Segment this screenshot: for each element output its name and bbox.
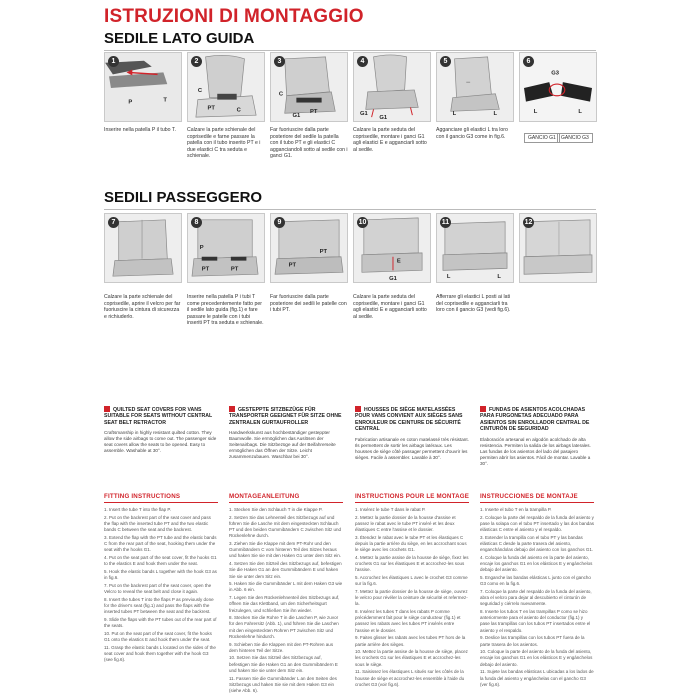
instructions-es [480, 493, 594, 689]
step-number: 2 [191, 56, 202, 67]
instruction-item: 7. Legen Sie den Rückenlehnenteil des Sitzbezugs auf, öffnen Sie das Klettband, um den Sicherheitsgurt freizulegen, und schließen Sie ihn wieder. [229, 595, 340, 613]
svg-text:G1: G1 [379, 115, 388, 121]
product-title: GESTEPPTE SITZBEZÜGE FÜR TRANSPORTER GEEIGNET FÜR SITZE OHNE ZENTRALEN GURTAUFROLLER [229, 407, 342, 426]
step-number: 10 [358, 219, 367, 226]
instruction-item: 11. Fassen Sie die Gummibänder L an den Seiten des Sitzbezugs und haken Sie sie mit dem Haken G3 ein (siehe Abb. 6). [229, 675, 337, 693]
step-7-illustration [104, 213, 182, 283]
step-6-illustration [519, 52, 597, 122]
svg-text:L: L [446, 274, 451, 281]
instruction-item: 10. Mettez la partie assise de la housse de siège, placez les crochets G1 sur les élastiques E et accrochez-les sous le siège. [355, 649, 468, 667]
instruction-item: 5. Accrochez les élastiques L avec le crochet G3 comme sur la fig.6. [355, 575, 468, 587]
step-4-illustration [353, 52, 431, 122]
step-7-caption: Calzare la parte schienale del coprisedile, aprire il velcro per far fuoriuscire la cintura di sicurezza e richiuderlo. [104, 294, 181, 320]
instructions-heading: INSTRUCTIONS POUR LE MONTAGE [355, 493, 470, 500]
instruction-item: 9. Deslice las trampillas con los tubos PT fuera de la parte trasera de los asientos. [480, 635, 585, 647]
flag-bullet-icon [104, 406, 110, 412]
svg-text:E: E [396, 258, 401, 265]
product-de [229, 406, 343, 460]
divider [355, 502, 469, 503]
product-body: Fabrication artisanale en coton matelassé très résistant. Ils permettent de sortir les airbags latéraux. Les housses de siège côté passager permettent d'ouvrir les sièges. Facile à assembler. Lavable à 30°. [355, 436, 469, 460]
instruction-item: 3. Ziehen Sie die Klappe mit dem PT-Rohr und den Gummibändern C vom hinteren Teil des Sitzes heraus und haken Sie sie mit den Haken G1 unter dem Sitz ein. [229, 541, 342, 559]
product-title: FUNDAS DE ASIENTOS ACOLCHADAS PARA FURGONETAS ADECUADO PARA ASIENTOS SIN ENROLLADOR CENTRAL DE CINTURÓN DE SEGURIDAD [480, 407, 590, 433]
svg-text:G1: G1 [389, 276, 397, 282]
step-9-illustration [270, 213, 348, 283]
step-8-caption: Inserire nella patella P i tubi T come precedentemente fatto per il sedile lato guida (fig.1) e fare passare le patelle con i tubi inseriti PT tra seduta e schienale. [187, 294, 264, 327]
step-10-illustration [353, 213, 431, 283]
hook-g3-label: GANCIO G3 [557, 133, 593, 143]
instruction-item: 1. Insérez le tube T dans le rabat P. [355, 507, 426, 512]
svg-text:PT: PT [309, 109, 318, 116]
product-body: Elaboración artesanal en algodón acolchado de alta resistencia. Permiten la salida de los airbags laterales. Las fundas de los asientos del lado del pasajero permiten abrir los asientos. Fácil de montar. Lavable a 30°. [480, 436, 591, 466]
instruction-item: 3. Extender la trampilla con el tubo PT y las bandas elásticas C desde la parte trasera del asiento, enganchándolas debajo del asiento con los ganchos G1. [480, 534, 594, 553]
instruction-item: 10. Coloque la parte del asiento de la funda del asiento, encaje los ganchos G1 en los elásticos E y engánchelos debajo del asiento. [480, 649, 593, 667]
svg-text:P: P [199, 244, 204, 251]
instruction-item: 7. Coloque la parte del respaldo de la funda del asiento, abra el velcro para dejar al descubierto el cinturón de seguridad y ciérrelo nuevamente. [480, 588, 592, 607]
instruction-item: 1. Stecken Sie den Schlauch T in die Klappe P. [229, 507, 323, 512]
instruction-item: 8. Insert the tubes T into the flaps P as previously done for the driver's seat (fig.1) and pass the flaps with the inserted tubes PT between the seat and the backrest. [104, 596, 214, 615]
instruction-item: 2. Mettez la partie dossier de la housse d'assise et passez le rabat avec le tube PT inséré et les deux élastiques C entre l'assise et le dossier. [355, 514, 456, 533]
section-title-passenger: SEDILI PASSEGGERO [104, 189, 263, 206]
svg-text:PT: PT [201, 266, 210, 273]
flag-bullet-icon [355, 406, 361, 412]
label-t: T [163, 97, 167, 104]
step-8-illustration [187, 213, 265, 283]
step-number: 1 [108, 56, 119, 67]
instruction-item: 2. Setzen Sie das Lehnenteil des Sitzbezugs auf und führen Sie die Lasche mit dem eingesteckten Schlauch PT und den beiden Gummibändern C zwischen Sitz und Rückenlehne durch. [229, 514, 341, 539]
step-11-caption: Afferrare gli elastici L posti ai lati del coprisedile e agganciarli tra loro con il gancio G3 (vedi fig.6). [436, 294, 511, 314]
svg-text:G3: G3 [551, 70, 559, 77]
instructions-fr [355, 493, 469, 689]
svg-text:C: C [197, 87, 203, 94]
step-12-illustration [519, 213, 597, 283]
step-number: 8 [191, 217, 202, 228]
label-p: P [128, 99, 133, 106]
divider [480, 502, 594, 503]
instruction-item: 11. Grasp the elastic bands L located on the sides of the seat cover and hook them together with the hook G3 (see fig.6). [104, 644, 216, 662]
divider [104, 502, 218, 503]
svg-text:C: C [236, 107, 241, 114]
product-title: QUILTED SEAT COVERS FOR VANS SUITABLE FOR SEATS WITHOUT CENTRAL SEAT BELT RETRACTOR [104, 407, 213, 426]
instruction-item: 7. Put on the backrest part of the seat cover, open the Velcro to reveal the seat belt and close it again. [104, 582, 212, 594]
instruction-item: 3. Étendez le rabat avec le tube PT et les élastiques C depuis la partie arrière du siège, en les accrochant sous le siège avec les crochets G1. [355, 534, 467, 553]
instruction-item: 2. Coloque la parte del respaldo de la funda del asiento y pase la solapa con el tubo PT insertado y las dos bandas elásticas C entre el asiento y el respaldo. [480, 514, 594, 533]
svg-text:L: L [452, 111, 457, 118]
product-title: HOUSSES DE SIÈGE MATELASSÉES POUR VANS CONVIENT AUX SIÈGES SANS ENROULEUR DE CEINTURE DE SÉCURITÉ CENTRAL [355, 407, 463, 433]
flag-bullet-icon [480, 406, 486, 412]
step-4-caption: Calzare la parte seduta del coprisedile, montare i ganci G1 agli elastici E e agganciarli sotto al sedile. [353, 127, 427, 153]
step-number: 6 [523, 56, 534, 67]
instruction-item: 2. Put on the backrest part of the seat cover and pass the flap with the inserted tube PT and the two elastic bands C between the seat and the backrest. [104, 514, 211, 533]
step-11-illustration [436, 213, 514, 283]
instructions-list [480, 507, 594, 688]
svg-text:L: L [493, 111, 498, 118]
svg-text:G1: G1 [359, 111, 368, 118]
step-3-caption: Far fuoriuscire dalla parte posteriore del sedile la patella con il tubo PT e gli elastici C agganciandoli sotto al sedile con i ganci G1. [270, 127, 348, 160]
instruction-item: 5. Haken Sie die Gummibänder L mit dem Haken G3 wie in Abb. 6 ein. [229, 581, 343, 593]
svg-text:C: C [278, 91, 284, 98]
instruction-item: 11. Sujete las bandas elásticas L ubicadas a los lados de la funda del asiento y engánchelas con el gancho G3 (ver fig.6). [480, 669, 594, 687]
instruction-item: 4. Mettez la partie assise de la housse de siège, fixez les crochets G1 sur les élastiques E et accrochez-les sous l'assise. [355, 554, 469, 573]
svg-text:PT: PT [207, 105, 215, 112]
page-title: ISTRUZIONI DI MONTAGGIO [104, 6, 364, 27]
step-number: 3 [274, 56, 285, 67]
product-body: Craftsmanship in highly resistant quilted cotton. They allow the side airbags to come out. The passenger side seat covers allow the seats to be opened. Easy to assemble. Washable at 30°. [104, 430, 217, 454]
step-9-caption: Far fuoriuscire dalla parte posteriore dei sedili le patelle con i tubi PT. [270, 294, 347, 314]
instruction-item: 1. Insert the tube T into the flap P. [104, 507, 172, 512]
instruction-item: 5. Enganche las bandas elásticas L junto con el gancho G3 como en la fig.6. [480, 575, 591, 587]
instructions-list [229, 507, 343, 694]
step-1-caption: Inserire nella patella P il tubo T. [104, 127, 176, 133]
step-1-illustration [104, 52, 182, 122]
step-5-caption: Agganciare gli elastici L tra loro con il gancio G3 come in fig.6. [436, 127, 508, 140]
instructions-heading: INSTRUCCIONES DE MONTAJE [480, 493, 578, 500]
instruction-item: 11. Saisissez les élastiques L situés sur les côtés de la housse de siège et accrochez-les ensemble à l'aide du crochet G3 (voir fig.6). [355, 669, 465, 687]
step-2-illustration [187, 52, 265, 122]
svg-text:L: L [497, 274, 501, 281]
instruction-item: 7. Mettez la partie dossier de la housse de siège, ouvrez le velcro pour révéler la ceinture de sécurité et refermez-la. [355, 588, 468, 607]
instruction-item: 8. Insérez les tubes T dans les rabats P comme précédemment fait pour le siège conducteur (fig.1) et passez les rabats avec les tubes PT insérés entre l'assise et le dossier. [355, 609, 461, 633]
step-5-illustration [436, 52, 514, 122]
step-number: 7 [108, 217, 119, 228]
step-number: 11 [441, 219, 450, 226]
flag-bullet-icon [229, 406, 235, 412]
svg-text:PT: PT [319, 248, 328, 255]
instruction-item: 9. Slide the flaps with the PT tubes out of the rear part of the seats. [104, 616, 217, 628]
svg-text:G1: G1 [292, 113, 301, 120]
instruction-item: 4. Put on the seat part of the seat cover, fit the hooks G1 to the elastics E and hook them under the seat. [104, 554, 217, 567]
hook-g1-label: GANCIO G1 [524, 133, 560, 143]
instruction-item: 8. Inserte los tubos T en las trampillas P como se hizo anteriormente para el asiento del conductor (fig.1) y pase las trampillas con los tubos PT insertados entre el asiento y el respaldo. [480, 609, 591, 633]
product-es [480, 406, 594, 467]
instruction-item: 1. Inserte el tubo T en la trampilla P. [480, 507, 552, 512]
svg-text:PT: PT [288, 262, 297, 269]
instructions-heading: FITTING INSTRUCTIONS [104, 493, 181, 500]
product-body: Handwerkskunst aus hochbeständiger gesteppter Baumwolle. Sie ermöglichen das Auslösen der Seitenairbags. Die Sitzbezüge auf der Beifahrerseite ermöglichen das Öffnen der Sitze. Leicht zusammenzubauen. Waschbar bei 30°. [229, 430, 336, 460]
svg-text:L: L [533, 109, 538, 116]
instructions-list [104, 507, 218, 663]
instructions-en [104, 493, 218, 665]
instructions-list [355, 507, 469, 688]
instruction-item: 8. Stecken Sie die Rohre T in die Laschen P, wie zuvor für den Fahrersitz (Abb. 1), und führen Sie die Laschen mit den eingesteckten Rohren PT zwischen Sitz und Rückenlehne hindurch. [229, 615, 339, 639]
instruction-item: 5. Hook the elastic bands L together with the hook G3 as in fig.6. [104, 568, 217, 581]
step-2-caption: Calzare la parte schienale del coprisedile e farne passare la patella con il tubo inserito PT e i due elastici C tra seduta e schienale. [187, 127, 261, 160]
divider [229, 502, 343, 503]
section-title-driver: SEDILE LATO GUIDA [104, 30, 255, 47]
step-number: 4 [357, 56, 368, 67]
product-en [104, 406, 218, 454]
instruction-item: 4. Coloque la funda del asiento en la parte del asiento, encaje los ganchos G1 en los elásticos E y engánchelos debajo del asiento. [480, 554, 593, 573]
instructions-heading: MONTAGEANLEITUNG [229, 493, 300, 500]
instruction-item: 9. Schieben Sie die Klappen mit den PT-Rohren aus dem hinteren Teil der Sitze. [229, 641, 334, 653]
instructions-de [229, 493, 343, 696]
instruction-item: 3. Extend the flap with the PT tube and the elastic bands C from the rear part of the seat, hooking them under the seat with the hooks G1. [104, 534, 217, 553]
instruction-item: 9. Faites glisser les rabats avec les tubes PT hors de la partie arrière des sièges. [355, 635, 466, 647]
instruction-item: 10. Put on the seat part of the seat cover, fit the hooks G1 onto the elastics E and hook them under the seat. [104, 630, 212, 642]
divider [104, 209, 596, 210]
step-10-caption: Calzare la parte seduta del coprisedile, montare i ganci G1 agli elastici E e agganciarli sotto al sedile. [353, 294, 427, 320]
divider [104, 50, 596, 51]
step-number: 12 [524, 219, 533, 226]
step-number: 9 [274, 217, 285, 228]
svg-text:L: L [578, 109, 582, 116]
instruction-item: 10. Setzen Sie das Sitzteil des Sitzbezugs auf, befestigen Sie die Haken G1 an den Gummibändern E und haken Sie sie unter dem Sitz ein. [229, 655, 338, 673]
step-3-illustration [270, 52, 348, 122]
svg-text:PT: PT [230, 266, 239, 273]
instruction-item: 4. Setzen Sie den Sitzteil des Sitzbezugs auf, befestigen Sie die Haken G1 an den Gummibändern E und haken Sie sie unter dem Sitz ein. [229, 561, 342, 579]
step-number: 5 [440, 56, 451, 67]
product-fr [355, 406, 469, 461]
